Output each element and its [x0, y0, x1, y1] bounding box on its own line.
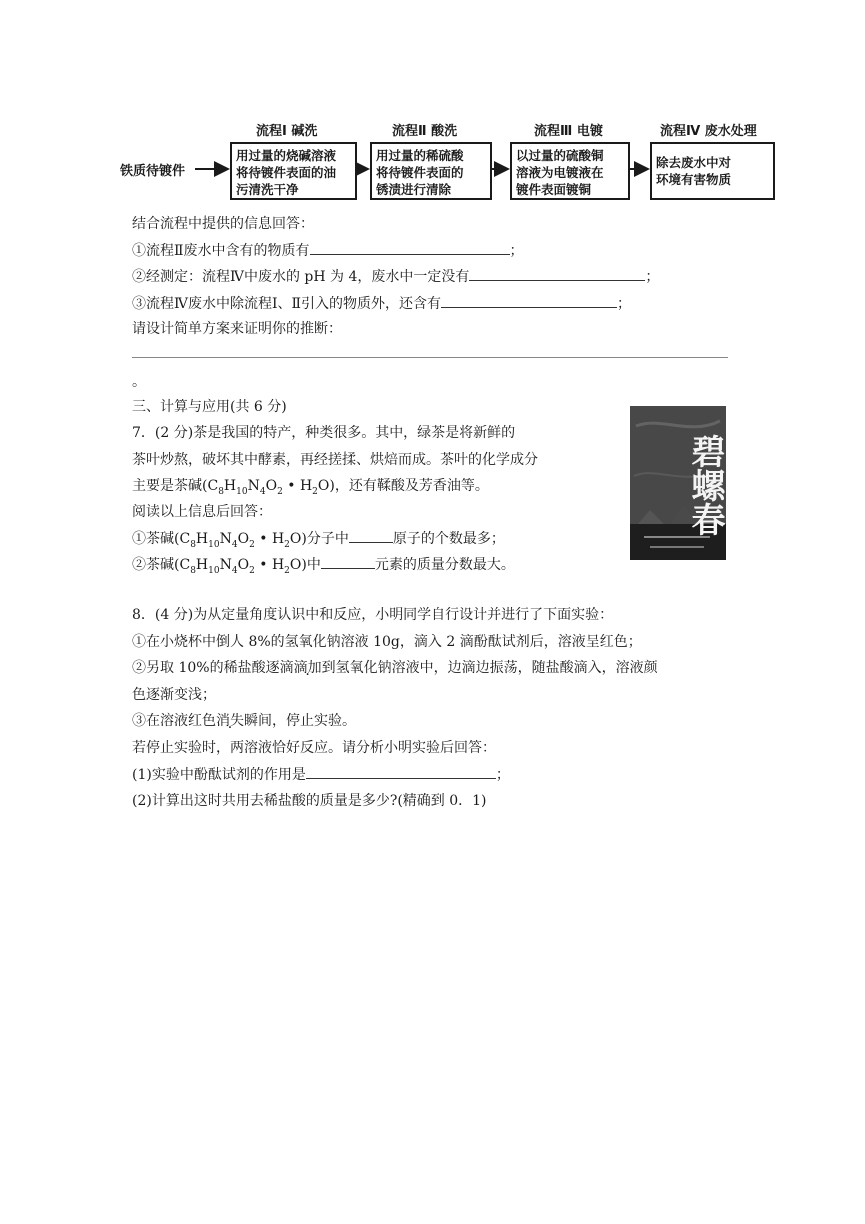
q7-s1-sub4: 4 — [231, 539, 238, 550]
q6-sub3-text: ③流程Ⅳ废水中除流程Ⅰ、Ⅱ引入的物质外，还含有 — [132, 296, 442, 312]
q8-line2: ①在小烧杯中倒人 8%的氢氧化钠溶液 10g，滴入 2 滴酚酞试剂后，溶液呈红色； — [132, 634, 642, 650]
q6-sub1-end: ； — [509, 243, 524, 259]
q8-line4: 色逐渐变浅； — [132, 687, 216, 703]
q7-s1-sub8: 8 — [190, 539, 196, 550]
q8-line3-a: ②另取 10%的稀盐酸逐滴 — [132, 660, 294, 676]
flow-step-1-box: 用过量的烧碱溶液 将待镀件表面的油 污清洗干净 — [230, 142, 357, 200]
q7-f-dot: • H — [282, 478, 313, 494]
tea-image-text: 碧螺春 — [685, 434, 725, 536]
q8-line5-c: 瞬间，停止实验。 — [244, 713, 356, 729]
q7-s1-dot: • H — [254, 531, 285, 547]
q7-s1-sub2b: 2 — [284, 539, 290, 550]
q8-line5-a: ③在溶液红色 — [132, 713, 216, 729]
q7-s2-sub4: 4 — [231, 565, 238, 576]
q7-sub1-mid: O)分子中 — [289, 531, 349, 547]
section3-title: 三、计算与应用(共 6 分) — [132, 399, 287, 415]
q7-s2-sub10: 10 — [208, 565, 220, 576]
q7-f-sub2: 2 — [277, 486, 283, 497]
q8-line3-emph: 滴加 — [293, 660, 322, 676]
q7-sub2-post: 元素的质量分数最大。 — [374, 557, 515, 573]
q8-line1: 8．(4 分)为从定量角度认识中和反应，小明同学自行设计并进行了下面实验： — [132, 607, 614, 623]
q7-f-sub8: 8 — [218, 486, 224, 497]
flow-start-label: 铁质待镀件 — [120, 164, 186, 179]
q8-line5-emph: 消失 — [216, 713, 244, 729]
q8-line3 — [132, 658, 658, 678]
q7-sub2-pre: ②茶碱(C — [132, 557, 191, 573]
q7-f-sub2b: 2 — [312, 486, 318, 497]
q7-s1-n: N — [219, 531, 232, 547]
flow-step-3-box: 以过量的硫酸铜 溶液为电镀液在 镀件表面镀铜 — [510, 142, 630, 200]
flow-step-2-header: 流程Ⅱ 酸洗 — [392, 124, 458, 139]
q7-s2-dot: • H — [254, 557, 285, 573]
q8-line6: 若停止实验时，两溶液恰好反应。请分析小明实验后回答： — [132, 740, 496, 756]
q7-line1: 7．(2 分)茶是我国的特产，种类很多。其中，绿茶是将新鲜的 — [132, 425, 516, 441]
q7-sub1-blank[interactable] — [349, 528, 393, 543]
q7-sub2-mid: O)中 — [289, 557, 321, 573]
q8-sub2: (2)计算出这时共用去稀盐酸的质量是多少?(精确到 0．1) — [132, 793, 487, 809]
q7-line3-pre: 主要是茶碱(C — [132, 478, 219, 494]
q6-sub1-blank[interactable] — [310, 240, 510, 255]
q8-sub1-text: (1)实验中酚酞试剂的作用是 — [132, 767, 306, 783]
q7-s1-sub10: 10 — [208, 539, 220, 550]
tea-image — [630, 406, 726, 560]
q7-line3 — [132, 476, 489, 502]
q6-design: 请设计简单方案来证明你的推断： — [132, 321, 342, 337]
q6-design-answer-line[interactable] — [132, 357, 728, 358]
q7-sub1-post: 原子的个数最多； — [392, 531, 505, 547]
q7-f-sub10: 10 — [236, 486, 248, 497]
q6-intro: 结合流程中提供的信息回答： — [132, 216, 314, 232]
q6-sub3-end: ； — [617, 296, 632, 312]
q7-sub2 — [132, 554, 515, 581]
q7-s1-o: O — [237, 531, 250, 547]
flow-step-4-header: 流程Ⅳ 废水处理 — [660, 124, 757, 139]
q7-f-n: N — [247, 478, 260, 494]
q7-s1-h: H — [195, 531, 209, 547]
q7-f-h: H — [223, 478, 237, 494]
q6-sub2-text: ②经测定：流程Ⅳ中废水的 pH 为 4，废水中一定没有 — [132, 269, 470, 285]
q7-line3-post: O)，还有鞣酸及芳香油等。 — [317, 478, 489, 494]
q7-s2-n: N — [219, 557, 232, 573]
flow-step-1-header: 流程Ⅰ 碱洗 — [256, 124, 318, 139]
q8-line5 — [132, 711, 356, 731]
q8-sub1 — [132, 764, 510, 785]
q7-s2-sub2: 2 — [249, 565, 255, 576]
q6-sub3 — [132, 293, 631, 314]
flow-step-3-header: 流程Ⅲ 电镀 — [534, 124, 603, 139]
q8-sub1-end: ； — [495, 767, 510, 783]
q7-line4: 阅读以上信息后回答： — [132, 504, 272, 520]
q7-s2-h: H — [195, 557, 209, 573]
q6-sub2-blank[interactable] — [469, 266, 645, 281]
q7-line2: 茶叶炒熬，破坏其中酵素，再经搓揉、烘焙而成。茶叶的化学成分 — [132, 452, 538, 468]
q7-s2-sub2b: 2 — [284, 565, 290, 576]
q7-s2-sub8: 8 — [190, 565, 196, 576]
q7-f-o: O — [265, 478, 278, 494]
q6-sub1 — [132, 240, 524, 261]
q7-s2-o: O — [237, 557, 250, 573]
flow-step-4-box: 除去废水中对 环境有害物质 — [650, 142, 775, 200]
q8-line3-c: 到氢氧化钠溶液中，边滴边振荡，随盐酸滴入，溶液颜 — [321, 660, 658, 676]
q6-sub2-end: ； — [645, 269, 660, 285]
q7-sub1-pre: ①茶碱(C — [132, 531, 191, 547]
q6-end-mark: 。 — [132, 374, 146, 390]
q6-sub3-blank[interactable] — [441, 293, 617, 308]
q7-s1-sub2: 2 — [249, 539, 255, 550]
q7-sub1 — [132, 528, 505, 555]
flow-step-2-box: 用过量的稀硫酸 将待镀件表面的 锈渍进行清除 — [370, 142, 492, 200]
q7-sub2-blank[interactable] — [321, 554, 375, 569]
q6-sub2 — [132, 266, 659, 287]
q6-sub1-text: ①流程Ⅱ废水中含有的物质有 — [132, 243, 310, 259]
q8-sub1-blank[interactable] — [306, 764, 496, 779]
q7-f-sub4: 4 — [259, 486, 266, 497]
